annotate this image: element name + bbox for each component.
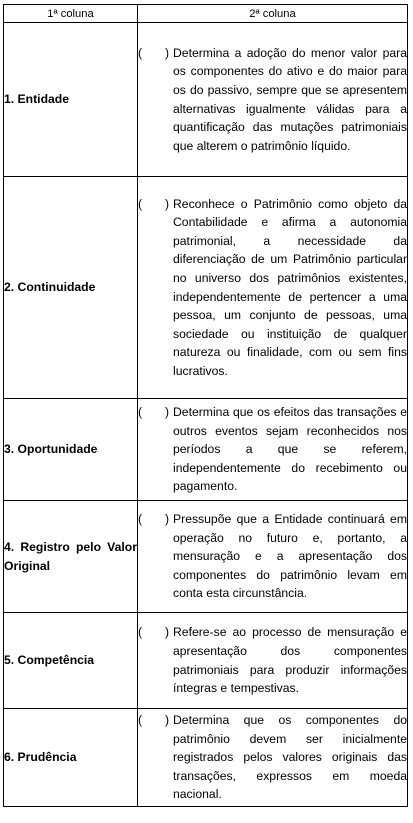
concept-label: 2. Continuidade [4, 280, 96, 295]
column-header-2: 2ª coluna [138, 5, 408, 23]
answer-blank[interactable] [138, 195, 173, 214]
close-paren: ) [164, 512, 169, 527]
concept-cell [4, 501, 138, 613]
description-text: Refere-se ao processo de mensuração e apresentação dos componentes patrimoniais para produzir informações íntegras e tempestivas. [173, 625, 407, 696]
concept-label: 6. Prudência [4, 750, 77, 765]
column-header-1: 1ª coluna [4, 5, 138, 23]
concept-cell [4, 709, 138, 807]
close-paren: ) [164, 713, 169, 728]
answer-blank[interactable] [138, 403, 173, 422]
answer-blank[interactable] [138, 711, 173, 730]
close-paren: ) [164, 625, 169, 640]
answer-blank[interactable] [138, 510, 173, 529]
description-text: Determina que os efeitos das transações e outros eventos sejam reconhecidos nos períodos a que se referem, independentemente do recebimento ou pagamento. [173, 405, 407, 494]
matching-table [3, 4, 408, 807]
answer-blank[interactable] [138, 44, 173, 63]
table-row [4, 613, 408, 709]
concept-label: 4. Registro pelo Valor Original [4, 539, 137, 573]
table-row [4, 709, 408, 807]
open-paren: ( [138, 713, 143, 728]
description-cell [138, 501, 408, 613]
open-paren: ( [138, 512, 143, 527]
concept-label: 5. Competência [4, 653, 95, 668]
concept-cell [4, 613, 138, 709]
description-cell [138, 23, 408, 177]
description-text: Determina a adoção do menor valor para os componentes do ativo e do maior para os do passivo, sempre que se apresentem alternativas igualmente válidas para a quantificação das mutações patrimoniais que alterem o patrimônio líquido. [173, 45, 407, 153]
close-paren: ) [164, 196, 169, 211]
table-row [4, 177, 408, 399]
header-row [4, 5, 408, 23]
table-row [4, 399, 408, 501]
concept-label: 1. Entidade [4, 92, 70, 107]
open-paren: ( [138, 45, 143, 60]
concept-cell [4, 177, 138, 399]
answer-blank[interactable] [138, 623, 173, 642]
open-paren: ( [138, 196, 143, 211]
description-text: Pressupõe que a Entidade continuará em operação no futuro e, portanto, a mensuração e a apresentação dos componentes do patrimônio levam em conta esta circunstância. [173, 512, 407, 601]
close-paren: ) [164, 405, 169, 420]
description-cell [138, 709, 408, 807]
description-cell [138, 613, 408, 709]
description-cell [138, 399, 408, 501]
concept-cell [4, 23, 138, 177]
open-paren: ( [138, 405, 143, 420]
concept-label: 3. Oportunidade [4, 442, 98, 457]
description-text: Reconhece o Patrimônio como objeto da Contabilidade e afirma a autonomia patrimonial, a necessidade da diferenciação de um Patrimônio particular no universo dos patrimônios existentes, independentemente de pertencer a uma pessoa, um conjunto de pessoas, uma sociedade ou instituição de qualquer natureza ou finalidade, com ou sem fins lucrativos. [173, 196, 407, 378]
concept-cell [4, 399, 138, 501]
open-paren: ( [138, 625, 143, 640]
table-row [4, 501, 408, 613]
description-cell [138, 177, 408, 399]
table-row [4, 23, 408, 177]
description-text: Determina que os componentes do patrimônio devem ser inicialmente registrados pelos valores originais das transações, expressos em moeda nacional. [173, 713, 407, 802]
close-paren: ) [164, 45, 169, 60]
